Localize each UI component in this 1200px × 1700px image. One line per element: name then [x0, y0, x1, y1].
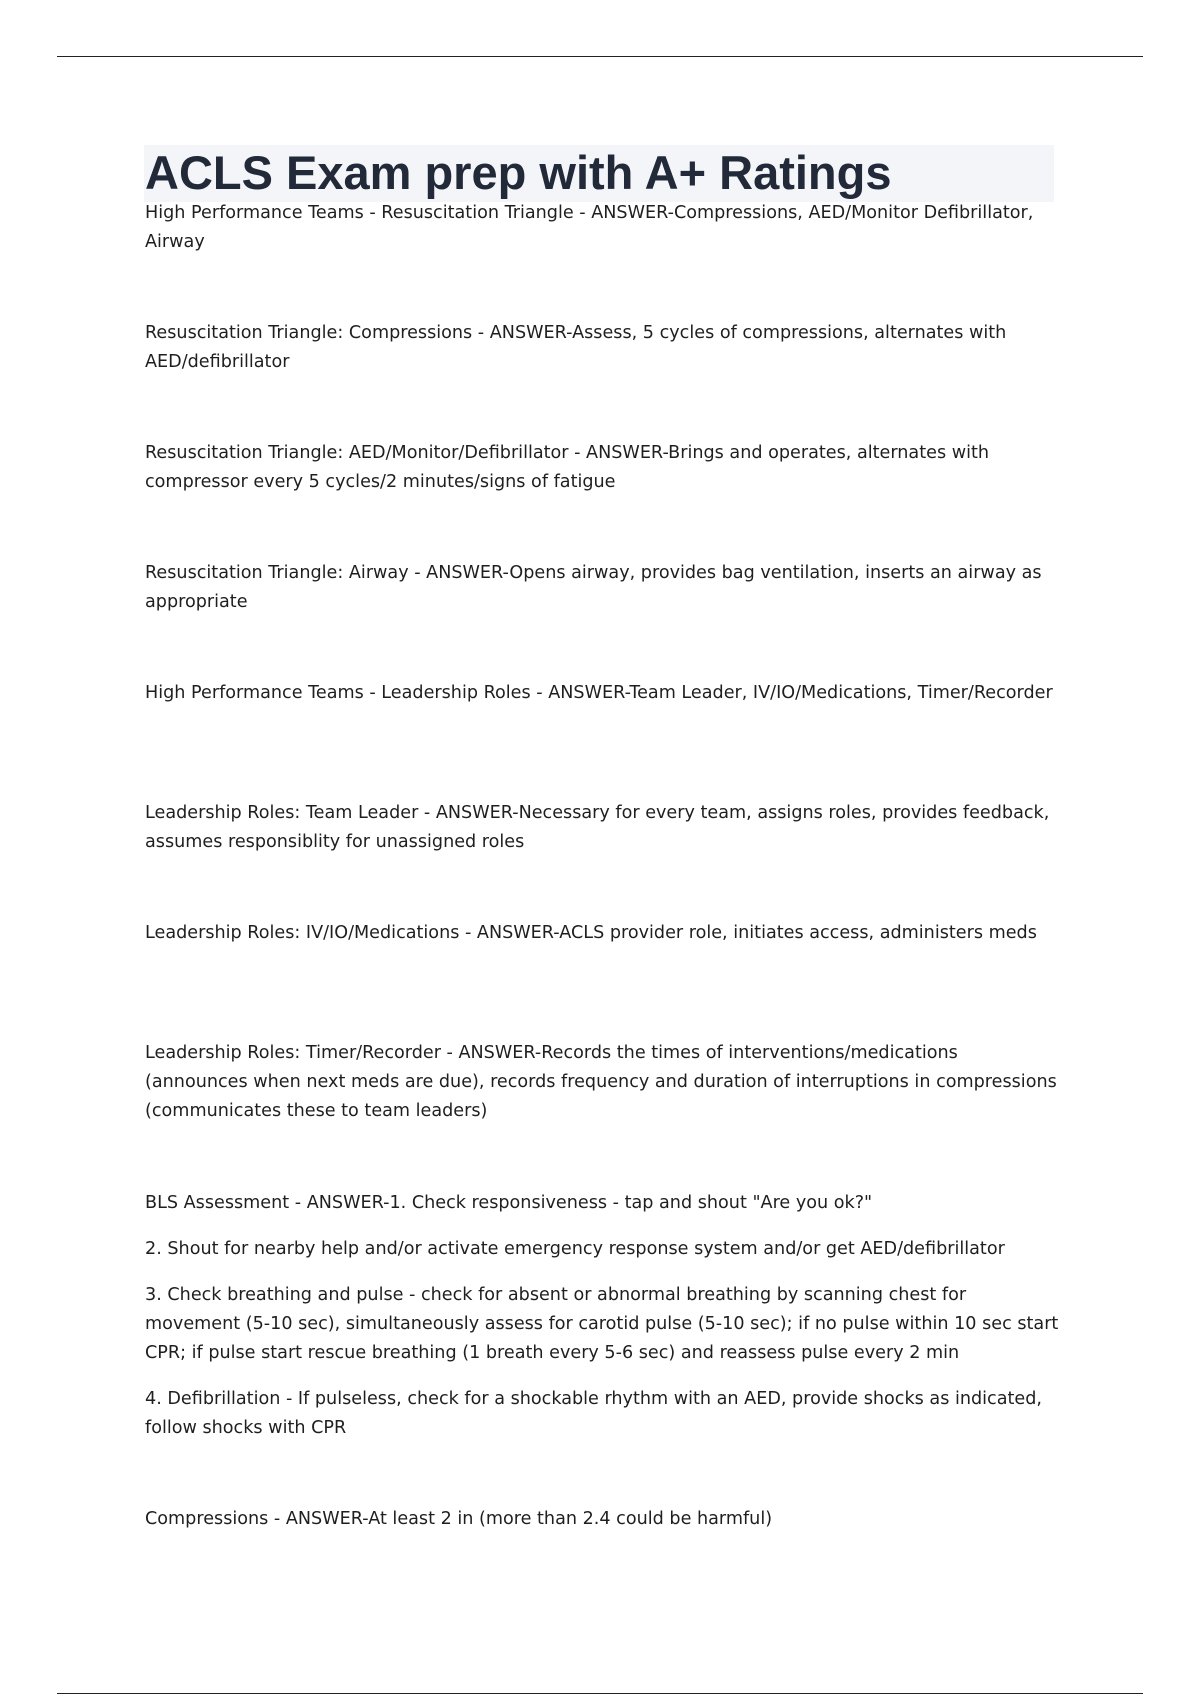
qa-text: High Performance Teams - Leadership Roles - ANSWER-Team Leader, IV/IO/Medications, Timer/Recorder [145, 683, 1053, 703]
qa-entry [145, 1505, 1065, 1534]
qa-text: Resuscitation Triangle: Compressions - ANSWER-Assess, 5 cycles of compressions, alternates with AED/defibrillator [145, 323, 1007, 372]
qa-entry [145, 439, 1065, 497]
qa-text: Resuscitation Triangle: Airway - ANSWER-Opens airway, provides bag ventilation, inserts an airway as appropriate [145, 563, 1042, 612]
qa-paragraph: BLS Assessment - ANSWER-1. Check responsiveness - tap and shout "Are you ok?" [145, 1193, 873, 1213]
qa-text: Compressions - ANSWER-At least 2 in (more than 2.4 could be harmful) [145, 1509, 773, 1529]
qa-text: Leadership Roles: IV/IO/Medications - ANSWER-ACLS provider role, initiates access, administers meds [145, 923, 1037, 943]
qa-paragraph: 2. Shout for nearby help and/or activate emergency response system and/or get AED/defibrillator [145, 1239, 1005, 1259]
qa-entry-bls-assessment [145, 1189, 1065, 1443]
qa-text: Leadership Roles: Team Leader - ANSWER-Necessary for every team, assigns roles, provides feedback, assumes responsiblity for unassigned roles [145, 803, 1050, 852]
top-rule [57, 56, 1143, 57]
qa-paragraph: 3. Check breathing and pulse - check for absent or abnormal breathing by scanning chest for movement (5-10 sec), simultaneously assess for carotid pulse (5-10 sec); if no pulse within 10 sec start CPR; if pulse start rescue breathing (1 breath every 5-6 sec) and reassess pulse every 2 min [145, 1285, 1059, 1363]
qa-text: Leadership Roles: Timer/Recorder - ANSWER-Records the times of interventions/medications (announces when next meds are due), records frequency and duration of interruptions in compressions (communicates these to team leaders) [145, 1043, 1057, 1121]
qa-entry [145, 799, 1065, 857]
qa-text: Resuscitation Triangle: AED/Monitor/Defibrillator - ANSWER-Brings and operates, alternates with compressor every 5 cycles/2 minutes/signs of fatigue [145, 443, 990, 492]
qa-entry [145, 919, 1065, 948]
qa-entry [145, 679, 1065, 708]
qa-paragraph: 4. Defibrillation - If pulseless, check for a shockable rhythm with an AED, provide shocks as indicated, follow shocks with CPR [145, 1389, 1042, 1438]
qa-entry [145, 559, 1065, 617]
bottom-rule [57, 1693, 1143, 1694]
qa-text: High Performance Teams - Resuscitation Triangle - ANSWER-Compressions, AED/Monitor Defibrillator, Airway [145, 203, 1034, 252]
qa-entry [145, 319, 1065, 377]
qa-entry [145, 1039, 1065, 1126]
document-title: ACLS Exam prep with A+ Ratings [145, 146, 892, 199]
qa-entry [145, 199, 1065, 257]
